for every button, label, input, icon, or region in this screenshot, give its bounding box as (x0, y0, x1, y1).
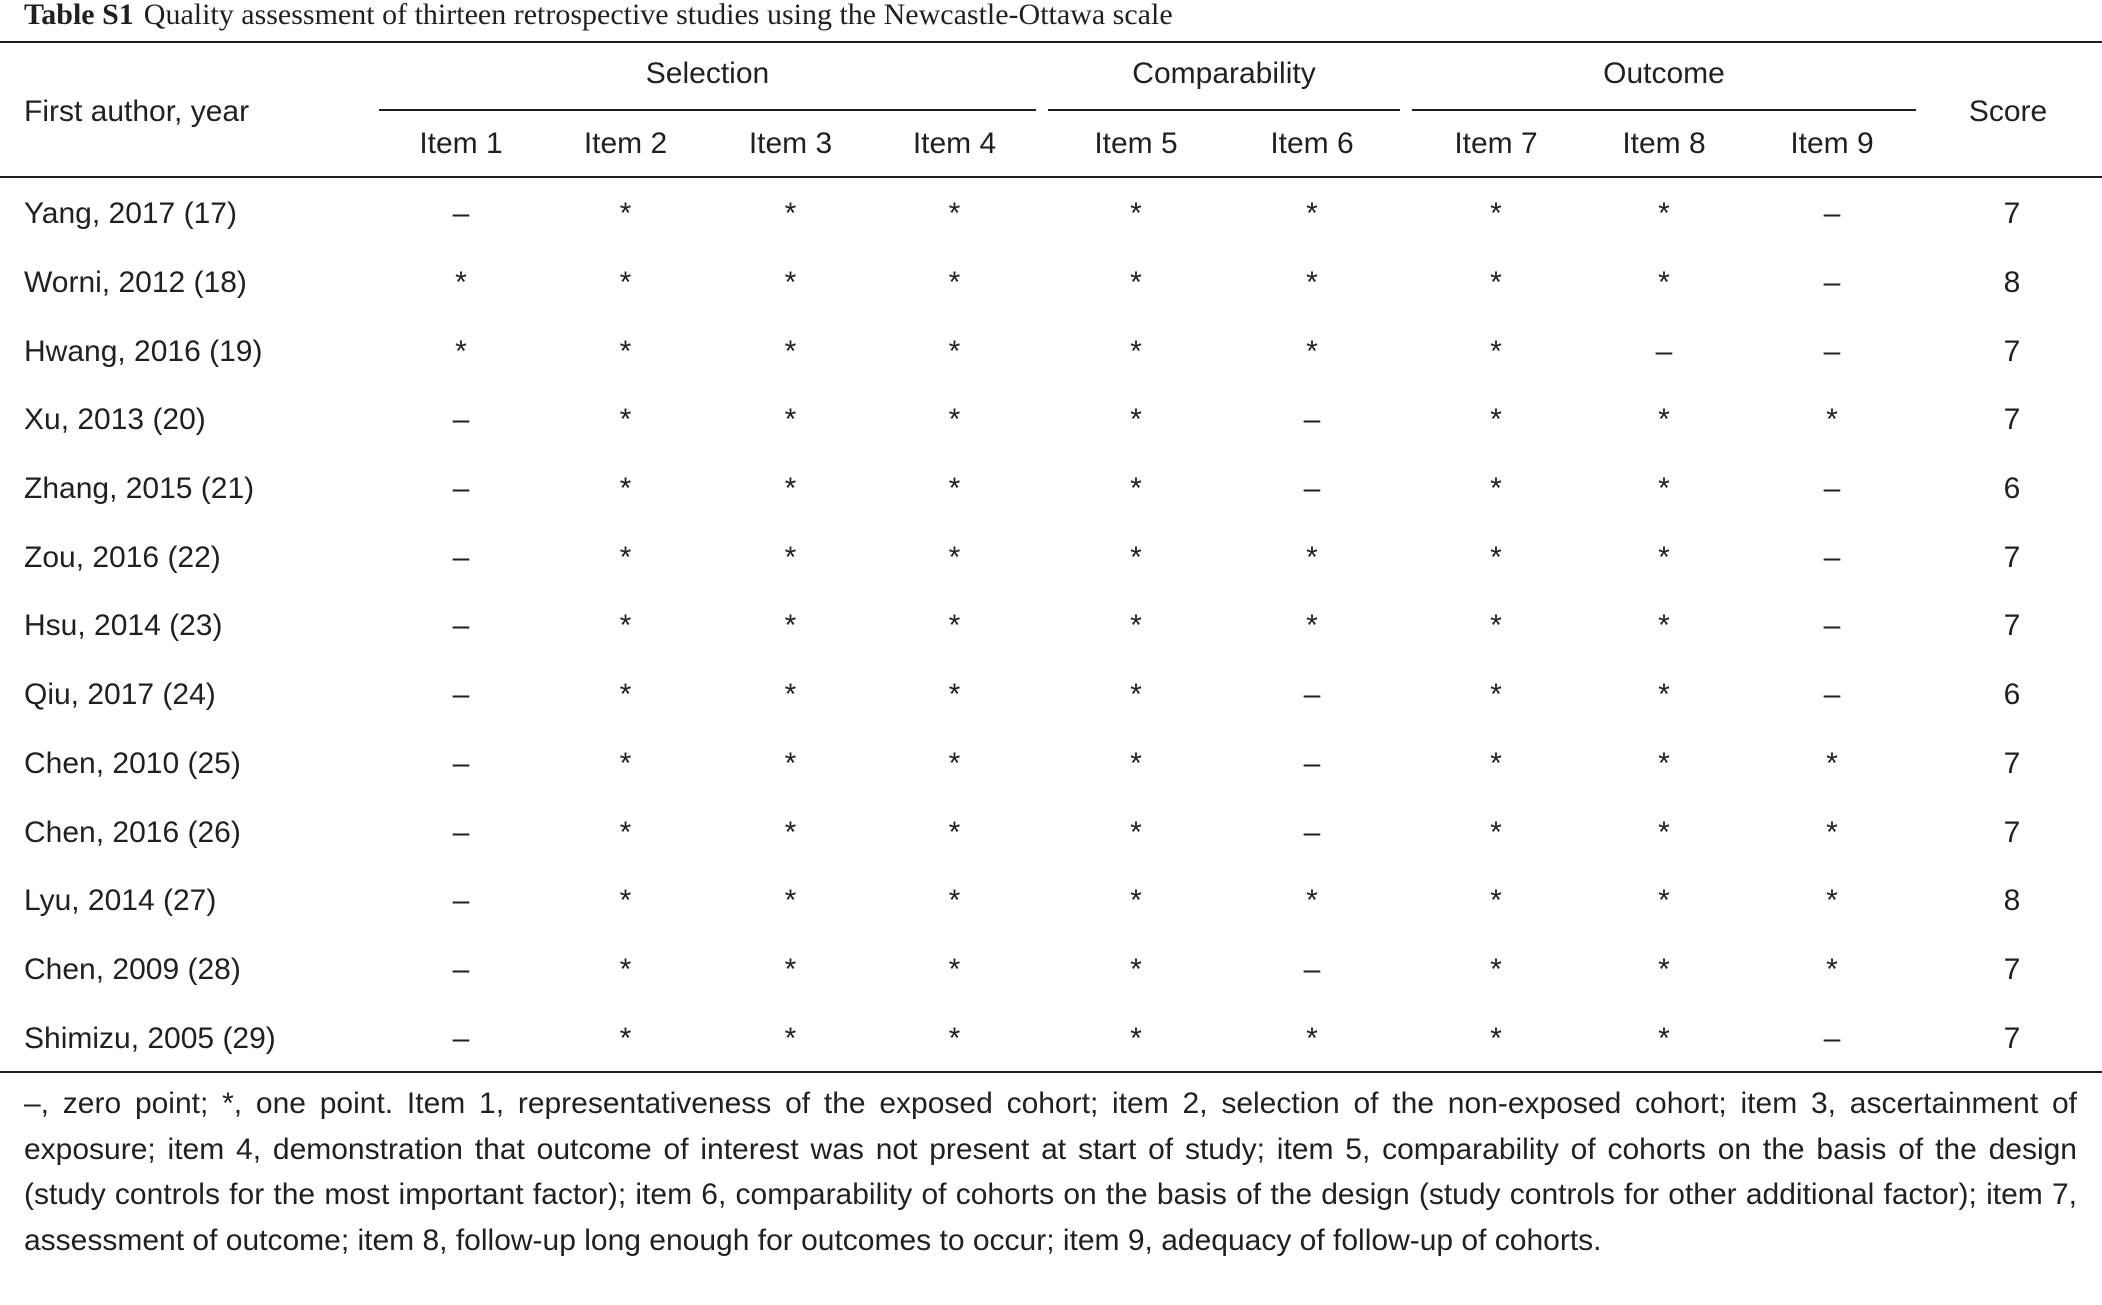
item-4-cell: * (948, 472, 961, 506)
item-1-cell: – (452, 197, 470, 231)
author-cell: Chen, 2010 (25) (24, 746, 241, 780)
item-2-cell: * (619, 952, 632, 986)
table-row (0, 936, 2102, 1005)
item-6-cell: * (1306, 540, 1318, 574)
score-cell: 6 (2003, 678, 2021, 712)
table-row (0, 455, 2102, 524)
item-9-cell: * (1826, 403, 1838, 437)
spacer (1036, 936, 1048, 1005)
author-cell: Lyu, 2014 (27) (24, 884, 217, 918)
item-9-cell: – (1823, 678, 1841, 712)
item-8-cell: – (1655, 334, 1673, 368)
score-cell: 7 (2003, 197, 2021, 231)
item-2-cell: * (619, 334, 632, 368)
table-title: Quality assessment of thirteen retrospective studies using the Newcastle-Ottawa scale (143, 0, 1173, 31)
header-group-outcome: Outcome (1603, 57, 1725, 90)
item-8-cell: * (1658, 266, 1670, 300)
item-1-cell: * (455, 266, 467, 300)
item-5-cell: * (1130, 952, 1142, 986)
item-8-cell: * (1658, 403, 1670, 437)
spacer (1400, 867, 1412, 936)
table-row (0, 386, 2102, 455)
item-7-cell: * (1490, 334, 1502, 368)
item-6-cell: * (1306, 884, 1318, 918)
item-8-cell: * (1658, 815, 1670, 849)
comparability-group-rule (1048, 109, 1400, 111)
item-2-cell: * (619, 884, 632, 918)
item-2-cell: * (619, 540, 632, 574)
item-1-cell: – (452, 678, 470, 712)
table-row (0, 317, 2102, 386)
header-item-7: Item 7 (1454, 127, 1538, 160)
item-9-cell: – (1823, 609, 1841, 643)
header-item-3: Item 3 (748, 127, 833, 160)
item-3-cell: * (784, 815, 797, 849)
table-row (0, 180, 2102, 249)
item-3-cell: * (784, 1021, 797, 1055)
item-9-cell: * (1826, 884, 1838, 918)
item-1-cell: – (452, 403, 470, 437)
spacer (1400, 455, 1412, 524)
header-group-selection: Selection (645, 57, 770, 90)
item-6-cell: * (1306, 266, 1318, 300)
author-cell: Chen, 2009 (28) (24, 952, 241, 986)
item-7-cell: * (1490, 678, 1502, 712)
item-8-cell: * (1658, 1021, 1670, 1055)
item-3-cell: * (784, 952, 797, 986)
item-5-cell: * (1130, 746, 1142, 780)
item-7-cell: * (1490, 266, 1502, 300)
item-9-cell: – (1823, 472, 1841, 506)
spacer (1036, 1004, 1048, 1073)
bottom-rule (0, 1071, 2102, 1073)
item-4-cell: * (948, 403, 961, 437)
item-6-cell: * (1306, 334, 1318, 368)
item-5-cell: * (1130, 266, 1142, 300)
item-8-cell: * (1658, 609, 1670, 643)
spacer (1400, 798, 1412, 867)
item-6-cell: – (1303, 815, 1321, 849)
item-3-cell: * (784, 197, 797, 231)
spacer (1400, 592, 1412, 661)
item-5-cell: * (1130, 472, 1142, 506)
item-1-cell: – (452, 609, 470, 643)
item-9-cell: – (1823, 540, 1841, 574)
header-rule (0, 176, 2102, 178)
table-row (0, 523, 2102, 592)
item-7-cell: * (1490, 815, 1502, 849)
spacer (1400, 180, 1412, 249)
item-3-cell: * (784, 746, 797, 780)
author-cell: Yang, 2017 (17) (24, 197, 237, 231)
table-row (0, 661, 2102, 730)
top-rule (0, 41, 2102, 43)
table-row (0, 592, 2102, 661)
score-cell: 6 (2003, 472, 2021, 506)
item-9-cell: – (1823, 197, 1841, 231)
assessment-table (0, 180, 2102, 1073)
item-3-cell: * (784, 403, 797, 437)
table-row (0, 1004, 2102, 1073)
header-item-6: Item 6 (1270, 127, 1354, 160)
author-cell: Xu, 2013 (20) (24, 403, 206, 437)
item-4-cell: * (948, 540, 961, 574)
item-5-cell: * (1130, 334, 1142, 368)
table-footnote: –, zero point; *, one point. Item 1, representativeness of the exposed cohort; item 2, selection of the non-exposed cohort; item 3, ascertainment of exposure; item 4, demonstration that outcome of interest was not present at start of study; item 5, comparability of cohorts on the basis of the design (study controls for the most important factor); item 6, comparability of cohorts on the basis of the design (study controls for other additional factor); item 7, assessment of outcome; item 8, follow-up long enough for outcomes to occur; item 9, adequacy of follow-up of cohorts. (24, 1087, 2077, 1257)
score-cell: 8 (2003, 884, 2021, 918)
header-item-9: Item 9 (1790, 127, 1874, 160)
outcome-group-rule (1412, 109, 1916, 111)
item-9-cell: * (1826, 815, 1838, 849)
item-4-cell: * (948, 197, 961, 231)
item-6-cell: * (1306, 609, 1318, 643)
item-9-cell: * (1826, 952, 1838, 986)
item-1-cell: – (452, 815, 470, 849)
spacer (1036, 523, 1048, 592)
header-group-comparability: Comparability (1132, 57, 1316, 90)
spacer (1400, 936, 1412, 1005)
item-5-cell: * (1130, 678, 1142, 712)
score-cell: 7 (2003, 746, 2021, 780)
item-4-cell: * (948, 1021, 961, 1055)
item-5-cell: * (1130, 609, 1142, 643)
score-cell: 7 (2003, 952, 2021, 986)
header-author: First author, year (24, 95, 250, 128)
author-cell: Qiu, 2017 (24) (24, 678, 216, 712)
item-7-cell: * (1490, 1021, 1502, 1055)
item-7-cell: * (1490, 746, 1502, 780)
header-item-1: Item 1 (419, 127, 503, 160)
item-5-cell: * (1130, 540, 1142, 574)
item-7-cell: * (1490, 472, 1502, 506)
item-3-cell: * (784, 334, 797, 368)
table-row (0, 798, 2102, 867)
item-3-cell: * (784, 540, 797, 574)
selection-group-rule (379, 109, 1036, 111)
header-item-4: Item 4 (912, 127, 997, 160)
table-row (0, 867, 2102, 936)
spacer (1036, 798, 1048, 867)
item-5-cell: * (1130, 884, 1142, 918)
item-2-cell: * (619, 678, 632, 712)
header-item-8: Item 8 (1622, 127, 1706, 160)
item-3-cell: * (784, 472, 797, 506)
item-6-cell: – (1303, 403, 1321, 437)
item-5-cell: * (1130, 1021, 1142, 1055)
item-1-cell: – (452, 746, 470, 780)
table-row (0, 730, 2102, 799)
spacer (1036, 455, 1048, 524)
item-7-cell: * (1490, 952, 1502, 986)
item-8-cell: * (1658, 952, 1670, 986)
item-7-cell: * (1490, 884, 1502, 918)
header-item-2: Item 2 (583, 127, 668, 160)
item-4-cell: * (948, 678, 961, 712)
header-item-5: Item 5 (1094, 127, 1178, 160)
spacer (1036, 592, 1048, 661)
item-5-cell: * (1130, 197, 1142, 231)
item-6-cell: – (1303, 746, 1321, 780)
item-8-cell: * (1658, 540, 1670, 574)
author-cell: Chen, 2016 (26) (24, 815, 241, 849)
spacer (1400, 661, 1412, 730)
author-cell: Zou, 2016 (22) (24, 540, 221, 574)
item-1-cell: – (452, 540, 470, 574)
score-cell: 7 (2003, 609, 2021, 643)
spacer (1036, 867, 1048, 936)
item-5-cell: * (1130, 403, 1142, 437)
item-4-cell: * (948, 746, 961, 780)
item-1-cell: – (452, 1021, 470, 1055)
item-4-cell: * (948, 266, 961, 300)
author-cell: Hsu, 2014 (23) (24, 609, 223, 643)
item-2-cell: * (619, 197, 632, 231)
score-cell: 7 (2003, 334, 2021, 368)
author-cell: Hwang, 2016 (19) (24, 334, 263, 368)
author-cell: Shimizu, 2005 (29) (24, 1021, 276, 1055)
spacer (1036, 386, 1048, 455)
item-9-cell: * (1826, 746, 1838, 780)
spacer (1400, 317, 1412, 386)
item-7-cell: * (1490, 197, 1502, 231)
spacer (1400, 1004, 1412, 1073)
item-4-cell: * (948, 952, 961, 986)
item-3-cell: * (784, 266, 797, 300)
spacer (1400, 730, 1412, 799)
item-6-cell: – (1303, 952, 1321, 986)
spacer (1036, 730, 1048, 799)
item-4-cell: * (948, 609, 961, 643)
spacer (1036, 317, 1048, 386)
score-cell: 7 (2003, 1021, 2021, 1055)
item-8-cell: * (1658, 746, 1670, 780)
item-6-cell: * (1306, 1021, 1318, 1055)
spacer (1036, 180, 1048, 249)
item-4-cell: * (948, 884, 961, 918)
item-7-cell: * (1490, 609, 1502, 643)
item-3-cell: * (784, 678, 797, 712)
spacer (1036, 249, 1048, 318)
score-cell: 7 (2003, 815, 2021, 849)
spacer (1400, 386, 1412, 455)
item-2-cell: * (619, 472, 632, 506)
item-3-cell: * (784, 609, 797, 643)
item-1-cell: * (455, 334, 467, 368)
item-2-cell: * (619, 1021, 632, 1055)
item-7-cell: * (1490, 403, 1502, 437)
item-8-cell: * (1658, 197, 1670, 231)
item-8-cell: * (1658, 678, 1670, 712)
item-2-cell: * (619, 266, 632, 300)
author-cell: Worni, 2012 (18) (24, 266, 247, 300)
item-2-cell: * (619, 815, 632, 849)
score-cell: 7 (2003, 403, 2021, 437)
item-6-cell: – (1303, 472, 1321, 506)
table-row (0, 249, 2102, 318)
item-9-cell: – (1823, 1021, 1841, 1055)
item-2-cell: * (619, 403, 632, 437)
table-label: Table S1 (24, 0, 134, 31)
item-5-cell: * (1130, 815, 1142, 849)
spacer (1036, 661, 1048, 730)
author-cell: Zhang, 2015 (21) (24, 472, 255, 506)
item-2-cell: * (619, 746, 632, 780)
header-score: Score (1968, 95, 2048, 128)
score-cell: 8 (2003, 266, 2021, 300)
item-4-cell: * (948, 815, 961, 849)
item-7-cell: * (1490, 540, 1502, 574)
item-8-cell: * (1658, 884, 1670, 918)
item-9-cell: – (1823, 266, 1841, 300)
item-9-cell: – (1823, 334, 1841, 368)
table-caption (24, 0, 1173, 34)
item-3-cell: * (784, 884, 797, 918)
item-4-cell: * (948, 334, 961, 368)
spacer (1400, 249, 1412, 318)
item-1-cell: – (452, 884, 470, 918)
item-1-cell: – (452, 952, 470, 986)
spacer (1400, 523, 1412, 592)
item-8-cell: * (1658, 472, 1670, 506)
item-2-cell: * (619, 609, 632, 643)
score-cell: 7 (2003, 540, 2021, 574)
item-6-cell: – (1303, 678, 1321, 712)
item-6-cell: * (1306, 197, 1318, 231)
item-1-cell: – (452, 472, 470, 506)
